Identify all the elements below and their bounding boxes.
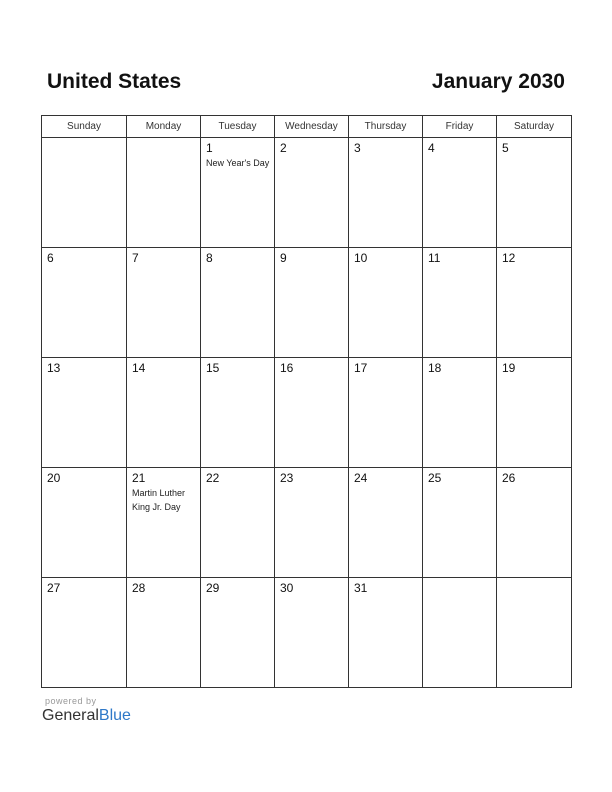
day-cell	[42, 138, 127, 248]
day-cell	[423, 468, 497, 578]
day-cell	[201, 578, 275, 688]
day-cell	[423, 138, 497, 248]
month-year-title: January 2030	[431, 70, 565, 93]
day-cell	[497, 358, 572, 468]
day-cell	[42, 468, 127, 578]
day-cell	[497, 248, 572, 358]
week-row	[42, 578, 572, 688]
day-cell	[275, 138, 349, 248]
day-number: 8	[206, 251, 213, 265]
day-cell	[42, 248, 127, 358]
week-row	[42, 248, 572, 358]
day-cell	[127, 138, 201, 248]
day-number: 5	[502, 141, 509, 155]
brand-general: General	[42, 707, 99, 724]
brand-logo	[42, 696, 131, 725]
weekday-header: Tuesday	[201, 116, 275, 138]
day-cell	[127, 578, 201, 688]
day-cell	[275, 468, 349, 578]
day-cell	[127, 248, 201, 358]
day-cell	[423, 578, 497, 688]
day-number: 19	[502, 361, 516, 375]
day-number: 1	[206, 141, 213, 155]
day-number	[127, 138, 200, 141]
weekday-header: Thursday	[349, 116, 423, 138]
day-cell	[497, 578, 572, 688]
day-number	[497, 578, 571, 581]
day-number: 4	[428, 141, 435, 155]
weekday-header: Sunday	[42, 116, 127, 138]
weekday-header-row	[42, 116, 572, 138]
day-cell	[201, 138, 275, 248]
day-number: 28	[132, 581, 146, 595]
day-cell	[423, 248, 497, 358]
day-number: 10	[354, 251, 368, 265]
brand-name	[42, 707, 131, 725]
day-cell	[349, 358, 423, 468]
day-number: 25	[428, 471, 442, 485]
day-cell	[201, 468, 275, 578]
day-number: 13	[47, 361, 61, 375]
day-number: 29	[206, 581, 220, 595]
day-cell	[275, 248, 349, 358]
calendar-grid	[41, 115, 572, 688]
day-number	[423, 578, 496, 581]
weekday-header: Monday	[127, 116, 201, 138]
weekday-header: Saturday	[497, 116, 572, 138]
day-cell	[497, 468, 572, 578]
day-number: 21	[132, 471, 146, 485]
day-number: 27	[47, 581, 61, 595]
day-number: 17	[354, 361, 368, 375]
day-cell	[275, 578, 349, 688]
day-number: 16	[280, 361, 294, 375]
week-row	[42, 468, 572, 578]
holiday-label: Martin Luther King Jr. Day	[132, 488, 186, 512]
day-number: 7	[132, 251, 139, 265]
day-number: 3	[354, 141, 361, 155]
day-number: 22	[206, 471, 220, 485]
day-number: 20	[47, 471, 61, 485]
day-number: 26	[502, 471, 516, 485]
day-number: 9	[280, 251, 287, 265]
day-number: 2	[280, 141, 287, 155]
day-cell	[423, 358, 497, 468]
day-cell	[127, 468, 201, 578]
day-number: 11	[428, 251, 441, 265]
country-title: United States	[47, 70, 182, 93]
day-number: 23	[280, 471, 294, 485]
day-number: 24	[354, 471, 368, 485]
day-cell	[201, 358, 275, 468]
day-cell	[42, 358, 127, 468]
day-cell	[349, 138, 423, 248]
weekday-header: Friday	[423, 116, 497, 138]
day-cell	[42, 578, 127, 688]
day-number: 30	[280, 581, 294, 595]
day-number: 6	[47, 251, 54, 265]
day-cell	[275, 358, 349, 468]
day-cell	[201, 248, 275, 358]
day-cell	[349, 578, 423, 688]
powered-by-text: powered by	[45, 696, 97, 706]
day-cell	[349, 468, 423, 578]
day-number: 14	[132, 361, 146, 375]
weekday-header: Wednesday	[275, 116, 349, 138]
day-cell	[349, 248, 423, 358]
day-number: 18	[428, 361, 442, 375]
week-row	[42, 138, 572, 248]
holiday-label: New Year's Day	[206, 158, 270, 168]
week-row	[42, 358, 572, 468]
day-number: 15	[206, 361, 220, 375]
day-cell	[127, 358, 201, 468]
day-number: 12	[502, 251, 516, 265]
day-number	[42, 138, 126, 141]
day-cell	[497, 138, 572, 248]
brand-blue: Blue	[98, 707, 131, 724]
day-number: 31	[354, 581, 368, 595]
